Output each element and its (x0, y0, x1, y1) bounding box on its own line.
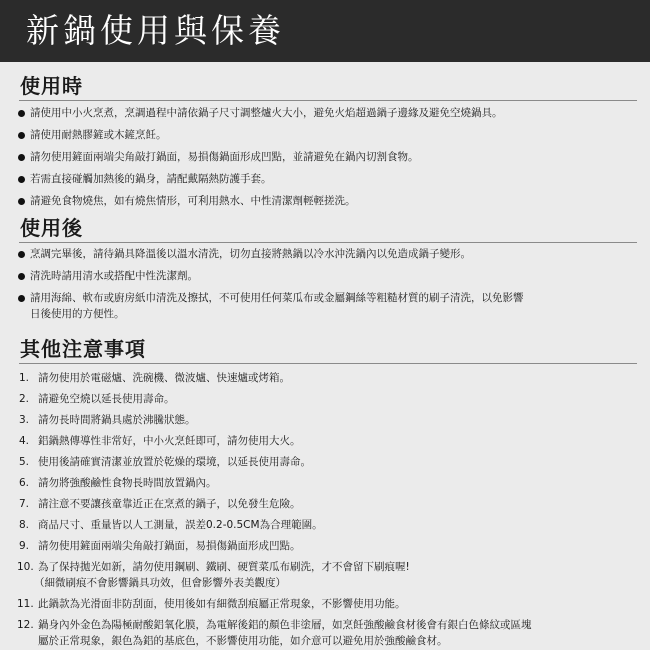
list-item: 清洗時請用清水或搭配中性洗潔劑。 (0, 268, 630, 284)
section-divider (19, 363, 637, 364)
list-item: 8. 商品尺寸、重量皆以人工測量，誤差0.2-0.5CM為合理範圍。 (19, 519, 323, 531)
list-item: 請使用耐熱膠鏟或木鏟烹飪。 (0, 127, 630, 143)
section-heading: 使用後 (20, 216, 83, 240)
list-item: 4. 鋁鍋熱傳導性非常好，中小火烹飪即可，請勿使用大火。 (19, 435, 301, 447)
list-item: 2. 請避免空燒以延長使用壽命。 (19, 393, 175, 405)
list-item: 請勿使用鏟面兩端尖角敲打鍋面，易損傷鍋面形成凹點，並請避免在鍋內切割食物。 (0, 149, 630, 165)
list-item: 3. 請勿長時間將鍋具處於沸騰狀態。 (19, 414, 196, 426)
section-heading: 使用時 (20, 74, 83, 98)
list-item: 5. 使用後請確實清潔並放置於乾燥的環境，以延長使用壽命。 (19, 456, 311, 468)
list-item: 請避免食物燒焦，如有燒焦情形，可利用熱水、中性清潔劑輕輕搓洗。 (0, 193, 630, 209)
list-item: 12. 鍋身內外金色為陽極耐酸鋁氧化膜，為電解後鋁的顏色非塗層，如烹飪強酸鹼食材後會有銀白色條紋或區塊 屬於正常現象，銀色為鋁的基底色，不影響使用功能，如介意可以避免用於強酸鹼食材。 (17, 619, 532, 647)
page-title: 新鍋使用與保養 (26, 11, 285, 50)
list-item: 9. 請勿使用鏟面兩端尖角敲打鍋面，易損傷鍋面形成凹點。 (19, 540, 301, 552)
list-item: 請用海綿、軟布或廚房紙巾清洗及擦拭，不可使用任何菜瓜布或金屬鋼絲等粗糙材質的刷子清洗，以免影響 日後使用的方便性。 (0, 290, 630, 322)
list-item: 請使用中小火烹煮，烹調過程中請依鍋子尺寸調整爐火大小，避免火焰超過鍋子邊緣及避免空燒鍋具。 (0, 105, 630, 121)
list-item: 10. 為了保持拋光如新，請勿使用鋼刷、鐵刷、硬質菜瓜布刷洗，才不會留下刷痕喔! （細微刷痕不會影響鍋具功效，但會影響外表美觀度） (17, 561, 410, 589)
list-item: 7. 請注意不要讓孩童靠近正在烹煮的鍋子，以免發生危險。 (19, 498, 301, 510)
bullet-dot-icon (18, 110, 25, 117)
bullet-dot-icon (18, 251, 25, 258)
bullet-list (0, 246, 630, 322)
list-item: 6. 請勿將強酸鹼性食物長時間放置鍋內。 (19, 477, 217, 489)
section-divider (19, 242, 637, 243)
bullet-dot-icon (18, 295, 25, 302)
list-item: 11. 此鍋款為光滑面非防刮面，使用後如有細微刮痕屬正常現象，不影響使用功能。 (17, 598, 406, 610)
list-item: 1. 請勿使用於電磁爐、洗碗機、微波爐、快速爐或烤箱。 (19, 372, 290, 384)
bullet-dot-icon (18, 198, 25, 205)
bullet-dot-icon (18, 154, 25, 161)
section-divider (19, 100, 637, 101)
numbered-list (0, 370, 628, 649)
bullet-dot-icon (18, 273, 25, 280)
list-item: 若需直接碰觸加熱後的鍋身，請配戴隔熱防護手套。 (0, 171, 630, 187)
section-heading: 其他注意事項 (20, 337, 146, 361)
list-item: 烹調完畢後，請待鍋具降溫後以溫水清洗，切勿直接將熱鍋以冷水沖洗鍋內以免造成鍋子變形。 (0, 246, 630, 262)
header-banner (0, 0, 650, 62)
bullet-list (0, 105, 630, 209)
bullet-dot-icon (18, 176, 25, 183)
bullet-dot-icon (18, 132, 25, 139)
